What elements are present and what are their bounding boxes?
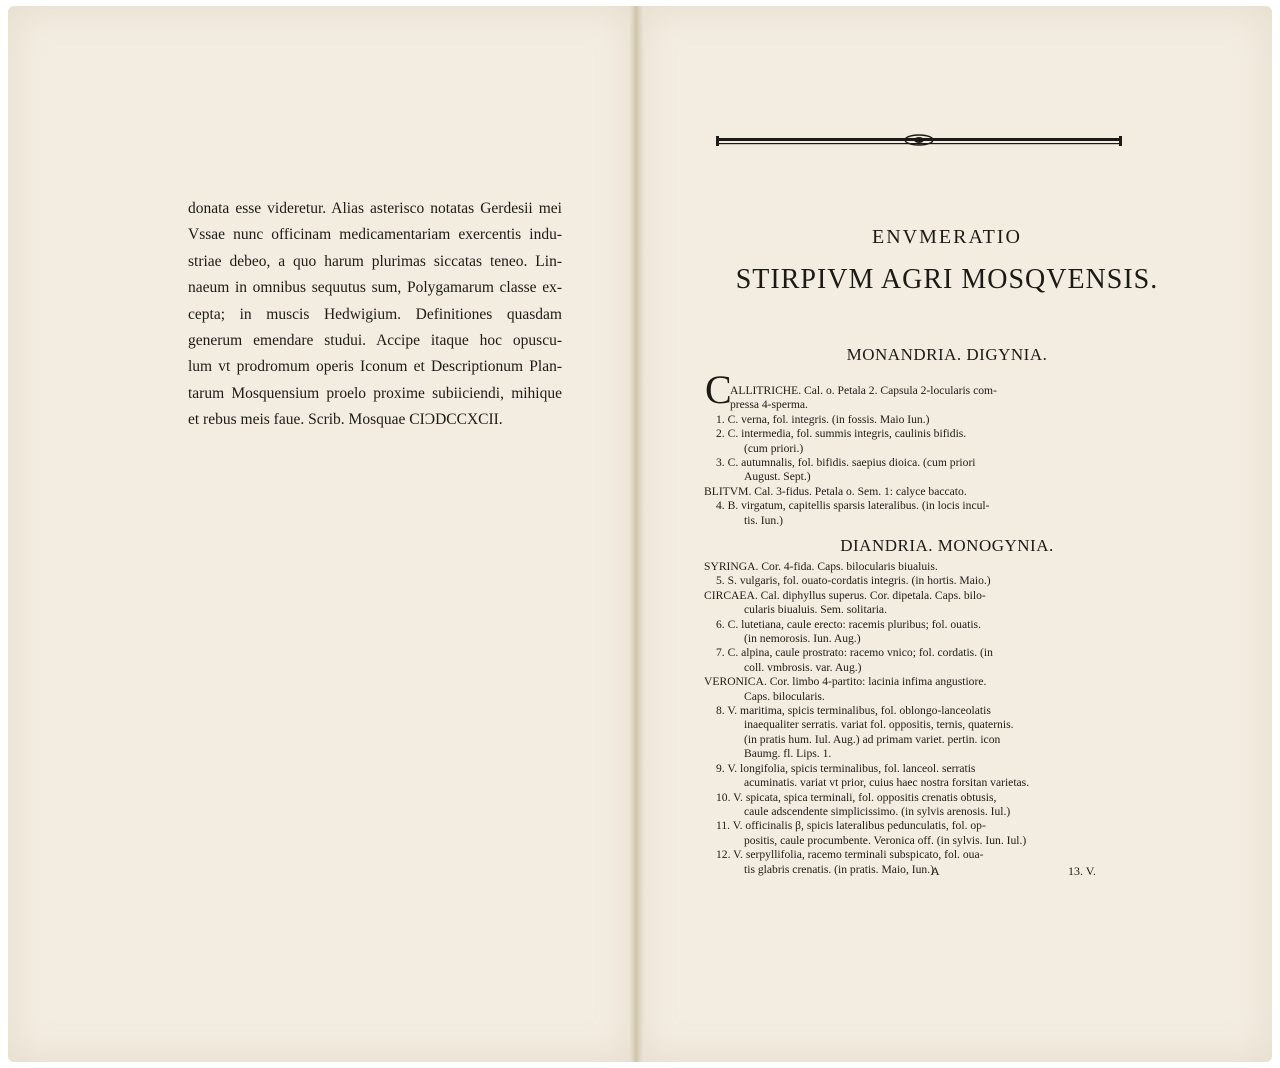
signature-mark: A: [931, 864, 940, 878]
entry-line: 6. C. lutetiana, caule erecto: racemis pluribus; fol. ouatis.: [716, 617, 981, 631]
book-gutter: [630, 6, 644, 1062]
text-line: naeum in omnibus sequutus sum, Polygamarum classe ex-: [188, 279, 562, 297]
entry-line: 8. V. maritima, spicis terminalibus, fol. oblongo-lanceolatis: [716, 704, 991, 718]
entry-line: Baumg. fl. Lips. 1.: [744, 747, 832, 761]
entry-line: tis glabris crenatis. (in pratis. Maio, Iun.): [744, 862, 934, 876]
text-line: lum vt prodromum operis Iconum et Descriptionum Plan-: [188, 358, 562, 376]
section-heading: DIANDRIA. MONOGYNIA.: [840, 536, 1054, 555]
entry-line: cularis biualuis. Sem. solitaria.: [744, 603, 887, 617]
entry-line: acuminatis. variat vt prior, cuius haec nostra forsitan varietas.: [744, 776, 1030, 790]
entry-line: 5. S. vulgaris, fol. ouato-cordatis integris. (in hortis. Maio.): [716, 574, 991, 588]
book-title-line2: STIRPIVM AGRI MOSQVENSIS.: [735, 264, 1159, 295]
entry-line: 1. C. verna, fol. integris. (in fossis. Maio Iun.): [716, 412, 930, 426]
entry-line: 4. B. virgatum, capitellis sparsis lateralibus. (in locis incul-: [716, 499, 990, 513]
entry-line: positis, caule procumbente. Veronica off. (in sylvis. Iun. Iul.): [744, 833, 1027, 847]
entry-line: CIRCAEA. Cal. diphyllus superus. Cor. dipetala. Caps. bilo-: [704, 588, 986, 602]
entry-line: 9. V. longifolia, spicis terminalibus, fol. lanceol. serratis: [716, 761, 976, 775]
left-page: [8, 6, 634, 1062]
entry-line: (in pratis hum. Iul. Aug.) ad primam variet. pertin. icon: [744, 732, 1001, 746]
text-line: Vssae nunc officinam medicamentariam exercentis indu-: [188, 226, 562, 244]
entry-line: SYRINGA. Cor. 4-fida. Caps. bilocularis biualuis.: [704, 560, 938, 573]
text-line: donata esse videretur. Alias asterisco notatas Gerdesii mei: [188, 200, 562, 217]
entry-line: 12. V. serpyllifolia, racemo terminali subspicato, fol. oua-: [716, 848, 984, 862]
entry-line: August. Sept.): [744, 470, 811, 484]
entry-line: caule adscendente simplicissimo. (in sylvis arenosis. Iul.): [744, 804, 1011, 818]
entry-line: 11. V. officinalis β, spicis lateralibus pedunculatis, fol. op-: [716, 819, 986, 833]
entry-line: pressa 4-sperma.: [730, 398, 808, 412]
entries-list-2: [704, 560, 1104, 877]
entry-line: inaequaliter serratis. variat fol. oppositis, ternis, quaternis.: [744, 718, 1014, 732]
entry-line: tis. Iun.): [744, 513, 783, 527]
entry-line: 7. C. alpina, caule prostrato: racemo vnico; fol. cordatis. (in: [716, 646, 993, 660]
text-line: generum emendare studui. Accipe itaque hoc opuscu-: [188, 332, 562, 350]
entry-line: 2. C. intermedia, fol. summis integris, caulinis bifidis.: [716, 427, 967, 441]
book-spread: [8, 6, 1272, 1062]
drop-cap: C: [705, 367, 732, 412]
entry-line: coll. vmbrosis. var. Aug.): [744, 660, 862, 674]
entry-line: BLITVM. Cal. 3-fidus. Petala o. Sem. 1: calyce baccato.: [704, 484, 967, 498]
book-title-line1: ENVMERATIO: [872, 226, 1022, 248]
text-line: tarum Mosquensium proelo proxime subiiciendi, mihique: [188, 384, 562, 402]
headpiece-ornament: [716, 133, 1122, 149]
right-page: [638, 6, 1272, 1062]
entry-line: (in nemorosis. Iun. Aug.): [744, 632, 861, 646]
entry-line: (cum priori.): [744, 441, 804, 455]
section-heading: MONANDRIA. DIGYNIA.: [846, 345, 1048, 364]
entry-line: ALLITRICHE. Cal. o. Petala 2. Capsula 2-locularis com-: [730, 384, 997, 397]
entry-line: 10. V. spicata, spica terminali, fol. oppositis crenatis obtusis,: [716, 790, 997, 804]
catchword: 13. V.: [1068, 864, 1096, 878]
entry-line: 3. C. autumnalis, fol. bifidis. saepius dioica. (cum priori: [716, 456, 976, 470]
text-line: cepta; in muscis Hedwigium. Definitiones quasdam: [188, 305, 562, 323]
text-line: et rebus meis faue. Scrib. Mosquae CIƆDCCXCII.: [188, 411, 503, 429]
entry-line: VERONICA. Cor. limbo 4-partito: lacinia infima angustiore.: [704, 675, 987, 689]
entries-list-1: [704, 384, 1104, 528]
entry-line: Caps. bilocularis.: [744, 689, 825, 703]
left-page-text: [188, 196, 562, 434]
text-line: striae debeo, a quo harum plurimas siccatas teneo. Lin-: [188, 252, 562, 270]
